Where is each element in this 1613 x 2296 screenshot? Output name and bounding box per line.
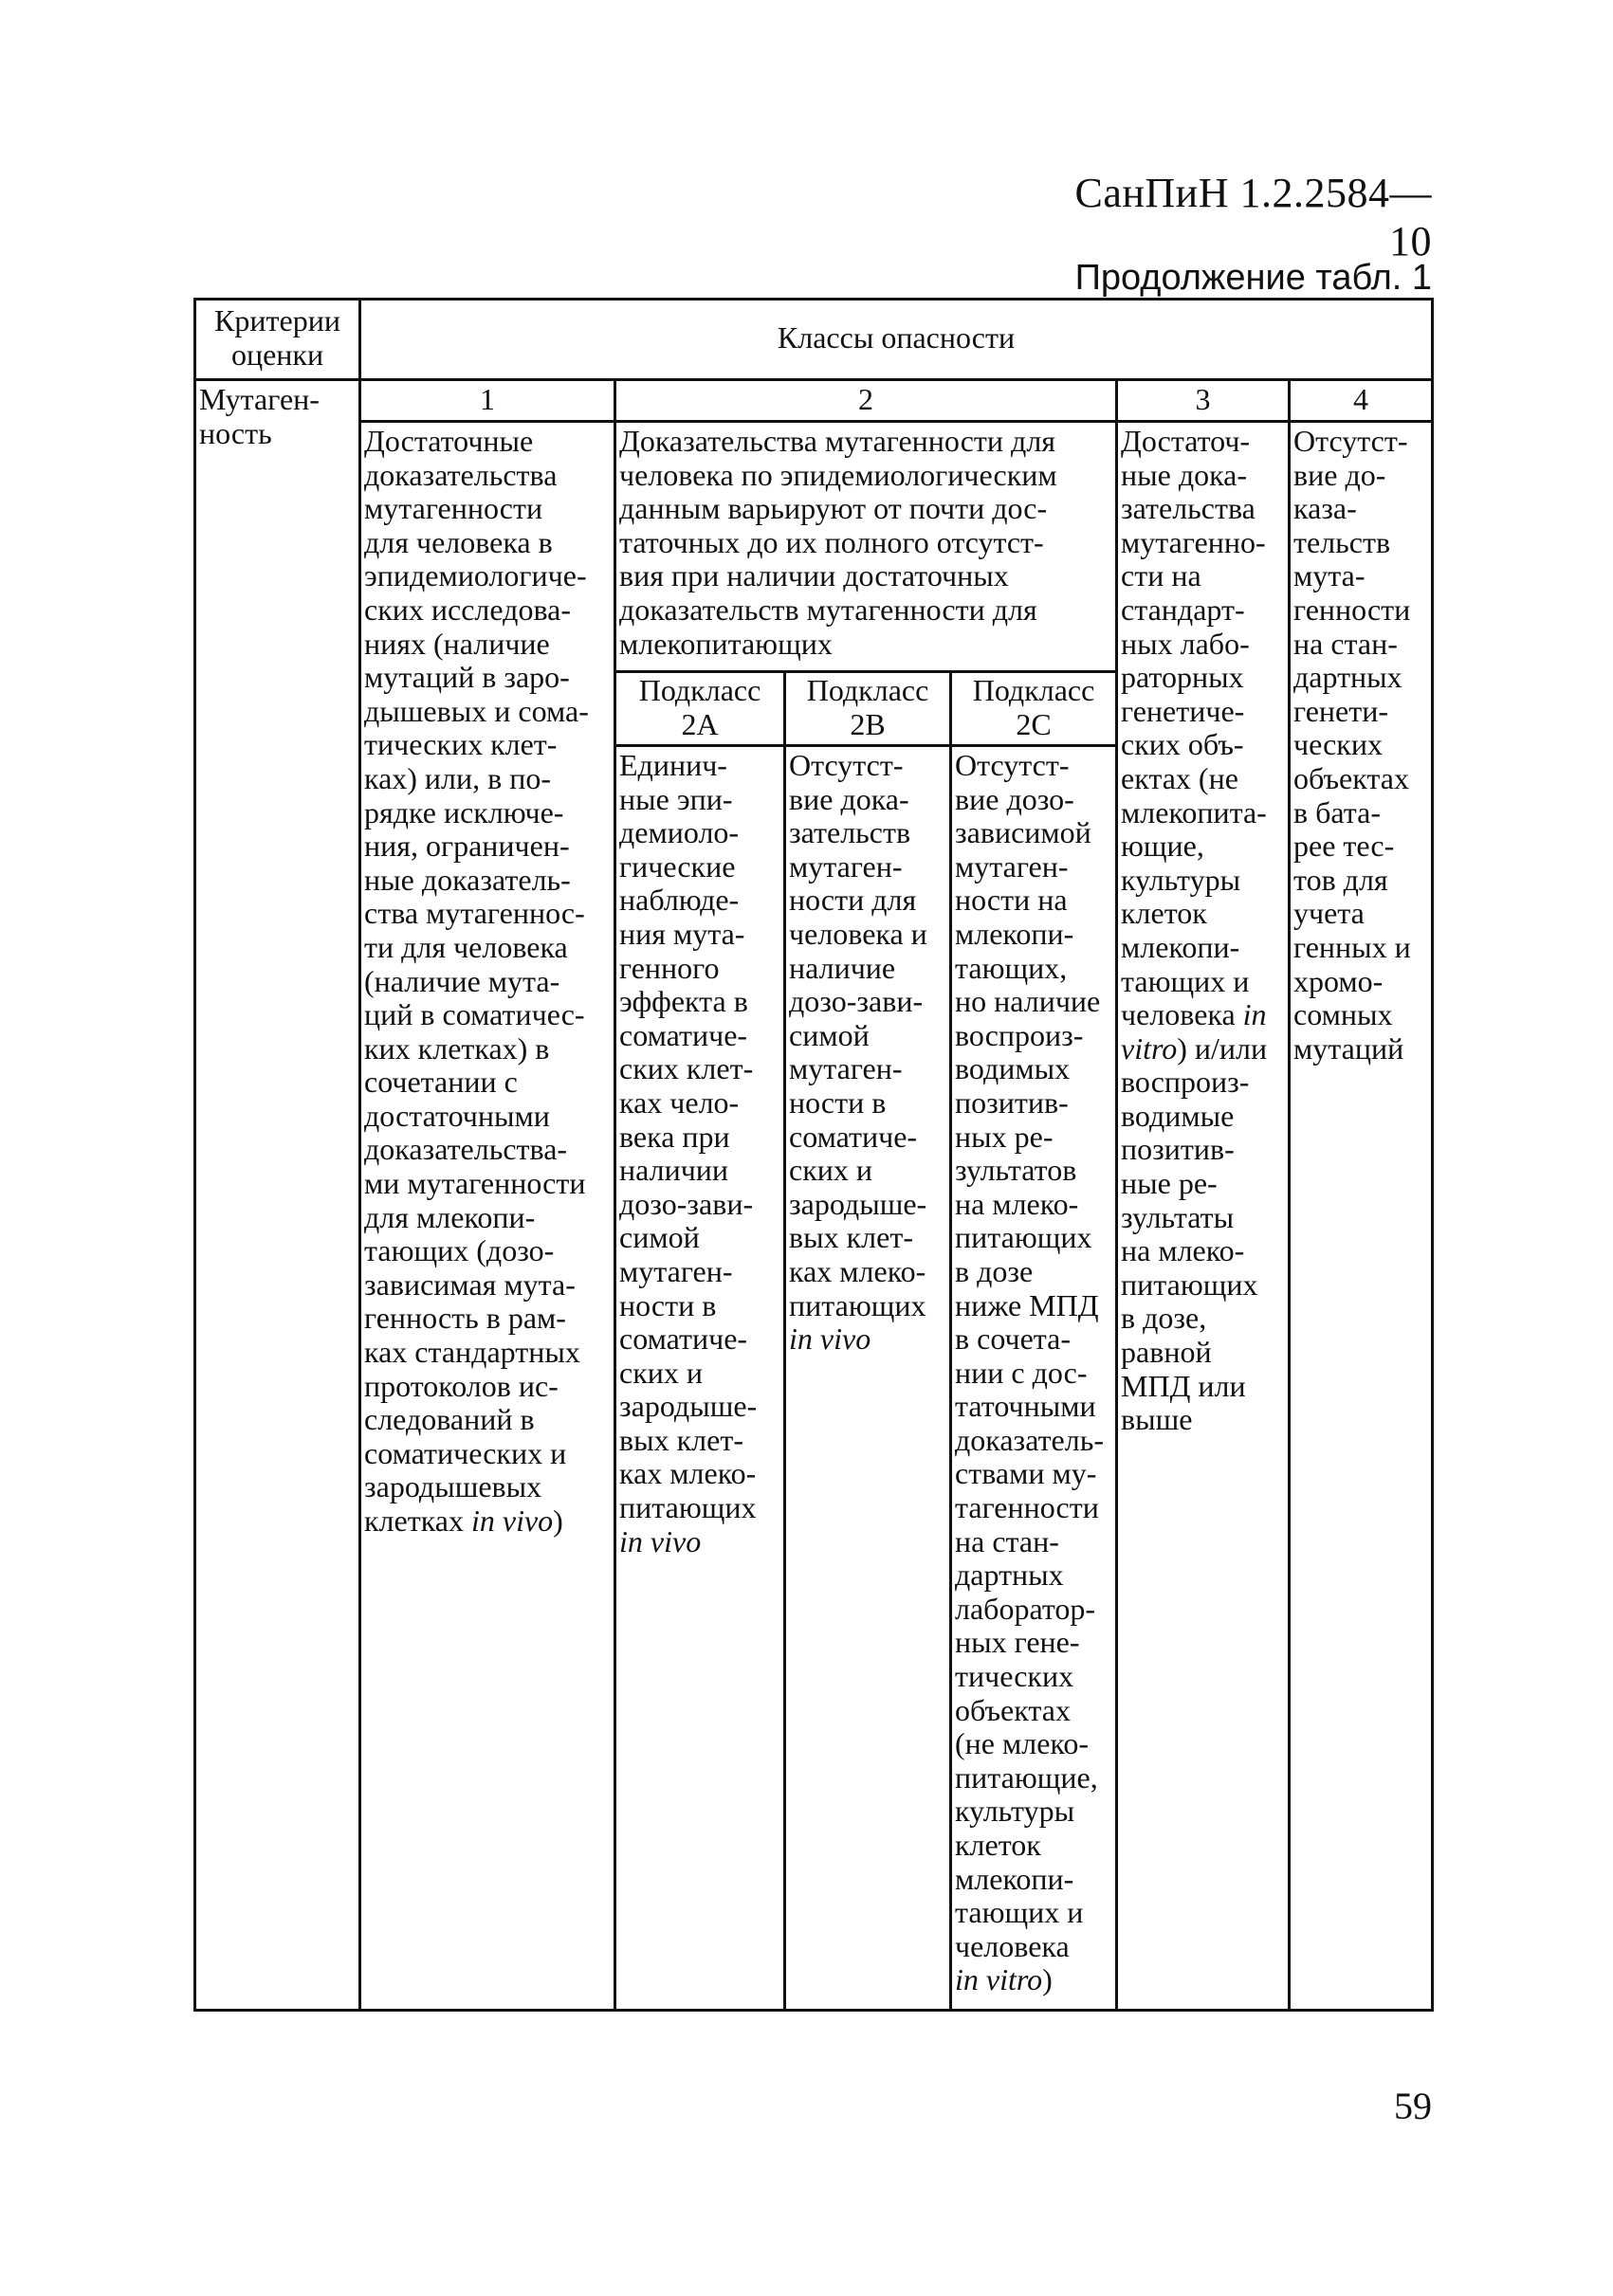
header-criteria: Критерии оценки [214, 303, 340, 372]
rule [358, 420, 1434, 423]
rule [614, 744, 1115, 747]
class-3-description: Достаточ- ные дока- зательства мутагенно- сти на стандарт- ных лабо- раторных генетиче- ских объ- ектах (не млекопита- ющие, культуры клеток млекопи- тающих и человека in vitro) и/или воспроиз- водимые позитив- ные ре- зультаты на млеко- питающих в дозе, равной МПД или выше [1121, 424, 1268, 1437]
rule [949, 670, 952, 2012]
class-2-header: 2 [858, 382, 873, 416]
subclass-2a-header: Подкласс 2A [638, 673, 761, 741]
subclass-2b-header: Подкласс 2B [806, 673, 929, 741]
rule [193, 2009, 1434, 2012]
class-4-header: 4 [1353, 382, 1368, 416]
rule [614, 378, 616, 2012]
document-code: СанПиН 1.2.2584—10 [1074, 170, 1432, 264]
class-3-header: 3 [1195, 382, 1211, 416]
rule [1431, 298, 1434, 2012]
rule [193, 298, 1434, 301]
header-hazard-classes: Классы опасности [777, 320, 1016, 355]
subclass-2a-description: Единич- ные эпи- демиоло- гические наблюде- ния мута- генного эффекта в соматиче- ских клет- ках чело- века при наличии дозо-зави- симой мутаген- ности в соматиче- ских и зародыше- вых клет- ках млеко- питающих in vivo [619, 748, 758, 1558]
class-1-description: Достаточные доказательства мутагенности для человека в эпидемиологиче- ских исследова- ниях (наличие мутаций в заро- дышевых и сома- тических клет- ках) или, в по- рядке исключе- ния, ограничен- ные доказатель- ства мутагеннос- ти для человека (наличие мута- ций в соматичес- ких клетках) в сочетании с достаточными доказательства- ми мутагенности для млекопи- тающих (дозо- зависимая мута- генность в рам- ках стандартных протоколов ис- следований в соматических и зародышевых клетках in vivo) [364, 424, 589, 1538]
rule [1115, 378, 1118, 2012]
subclass-2b-description: Отсутст- вие дока- зательств мутаген- ности для человека и наличие дозо-зави- симой мутаген- ности в соматиче- ских и зародыше- вых клет- ках млеко- питающих in vivo [789, 748, 927, 1357]
class-1-header: 1 [480, 382, 495, 416]
rule [193, 378, 1434, 381]
rule [783, 670, 786, 2012]
page-number: 59 [1394, 2085, 1432, 2127]
subclass-2c-header: Подкласс 2C [972, 673, 1095, 741]
rule [193, 298, 196, 2012]
hazard-class-table [193, 298, 1434, 2014]
rule [358, 298, 361, 2012]
subclass-2c-description: Отсутст- вие дозо- зависимой мутаген- ности на млекопи- тающих, но наличие воспроиз- водимых позитив- ных ре- зультатов на млеко- питающих в дозе ниже МПД в сочета- нии с дос- таточными доказатель- ствами му- тагенности на стан- дартных лаборатор- ных гене- тических объектах (не млеко- питающие, культуры клеток млекопи- тающих и человека in vitro) [955, 748, 1104, 1997]
table-continuation-label: Продолжение табл. 1 [1074, 258, 1432, 298]
criterion-mutagenicity: Мутаген- ность [199, 382, 320, 450]
class-4-description: Отсутст- вие до- каза- тельств мута- генности на стан- дартных генети- ческих объектах в бата- рее тес- тов для учета генных и хромо- сомных мутаций [1293, 424, 1411, 1066]
rule [1288, 378, 1291, 2012]
class-2-description: Доказательства мутагенности для человека по эпидемиологическим данным варьируют от почти дос- таточных до их полного отсутст- вия при наличии достаточных доказательств мутагенности для млекопитающих [619, 424, 1057, 661]
